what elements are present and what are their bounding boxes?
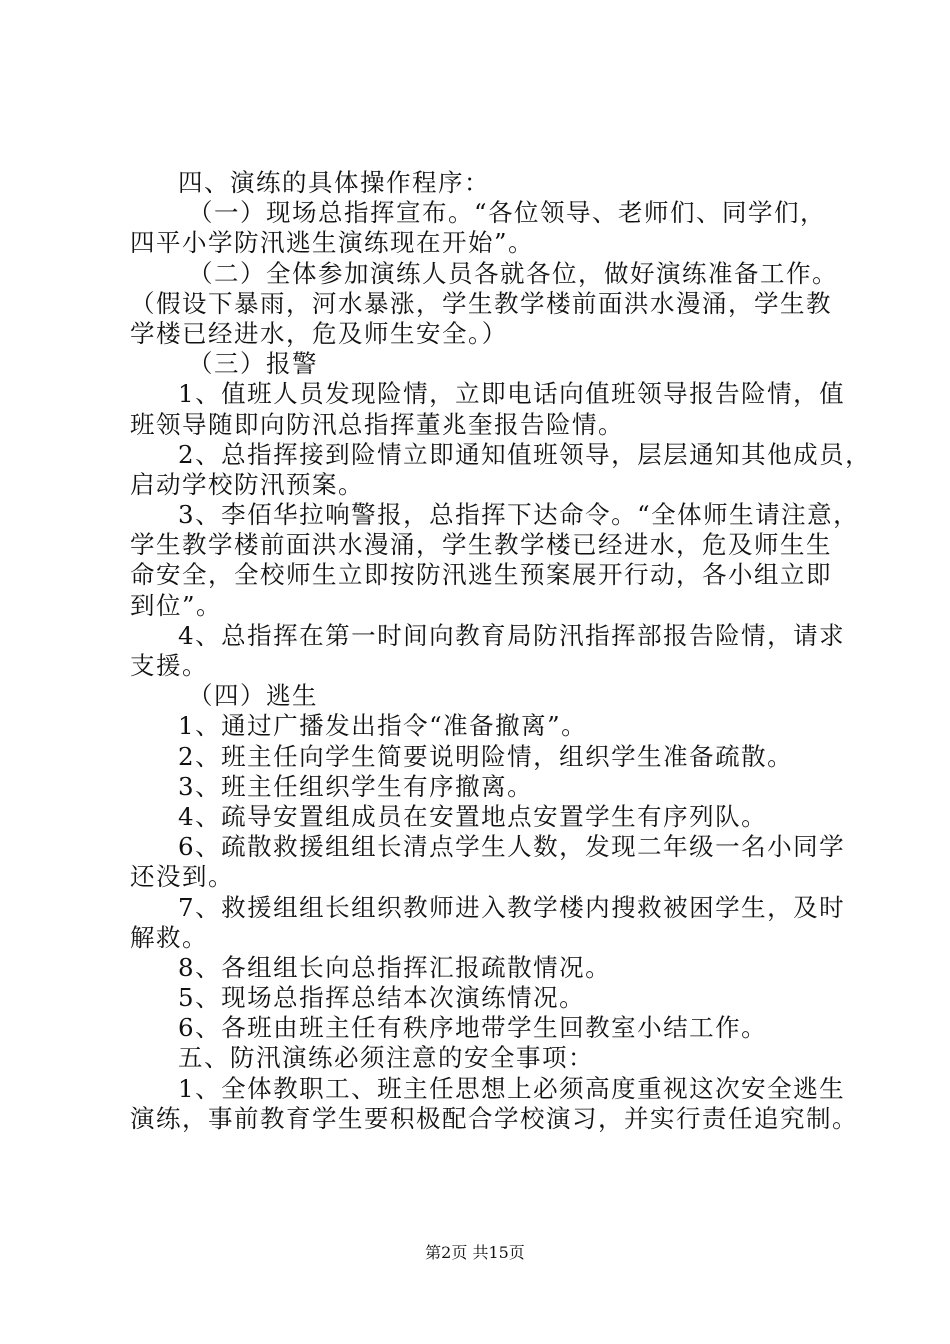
text-line: 4、疏导安置组成员在安置地点安置学生有序列队。	[178, 801, 768, 831]
text-line: 支援。	[130, 651, 208, 680]
text-line: 学楼已经进水，危及师生安全。）	[130, 318, 508, 348]
text-line: 8、各组组长向总指挥汇报疏散情况。	[178, 952, 612, 982]
text-line: 命安全，全校师生立即按防汛逃生预案展开行动，各小组立即	[130, 560, 832, 590]
text-line: 6、各班由班主任有秩序地带学生回教室小结工作。	[178, 1013, 768, 1043]
text-line: 1、全体教职工、班主任思想上必须高度重视这次安全逃生	[178, 1073, 846, 1103]
text-line: 五、防汛演练必须注意的安全事项：	[178, 1043, 594, 1073]
text-line: 4、总指挥在第一时间向教育局防汛指挥部报告险情，请求	[178, 620, 846, 650]
text-line: （四）逃生	[188, 681, 318, 711]
page-number-label: 第2页 共15页	[425, 1243, 525, 1262]
text-line: 2、总指挥接到险情立即通知值班领导，层层通知其他成员，	[178, 439, 872, 469]
text-line: （三）报警	[188, 349, 318, 379]
text-line: 启动学校防汛预案。	[130, 469, 364, 499]
text-line: 四平小学防汛逃生演练现在开始”。	[130, 228, 535, 258]
text-line: 1、值班人员发现险情，立即电话向值班领导报告险情，值	[178, 379, 846, 409]
text-line: 还没到。	[130, 862, 234, 892]
text-line: 3、李佰华拉响警报，总指挥下达命令。“全体师生请注意，	[178, 500, 860, 530]
text-line: （一）现场总指挥宣布。“各位领导、老师们、同学们，	[188, 198, 827, 228]
text-line: 四、演练的具体操作程序：	[178, 168, 490, 197]
text-line: 1、通过广播发出指令“准备撤离”。	[178, 711, 588, 741]
text-line: 解救。	[130, 922, 208, 952]
text-line: 5、现场总指挥总结本次演练情况。	[178, 983, 586, 1013]
text-line: 到位”。	[130, 590, 223, 620]
page-footer	[0, 1243, 950, 1263]
text-line: 班领导随即向防汛总指挥董兆奎报告险情。	[130, 409, 624, 439]
text-line: （二）全体参加演练人员各就各位，做好演练准备工作。	[188, 258, 838, 288]
text-line: 2、班主任向学生简要说明险情，组织学生准备疏散。	[178, 741, 794, 771]
text-line: （假设下暴雨，河水暴涨，学生教学楼前面洪水漫涌，学生教	[130, 288, 832, 318]
document-body	[130, 168, 872, 1134]
text-line: 演练，事前教育学生要积极配合学校演习，并实行责任追究制。	[130, 1103, 858, 1133]
text-line: 6、疏散救援组组长清点学生人数，发现二年级一名小同学	[178, 832, 846, 862]
text-line: 3、班主任组织学生有序撤离。	[178, 771, 534, 801]
text-line: 学生教学楼前面洪水漫涌，学生教学楼已经进水，危及师生生	[130, 530, 832, 560]
text-line: 7、救援组组长组织教师进入教学楼内搜救被困学生，及时	[178, 892, 846, 922]
